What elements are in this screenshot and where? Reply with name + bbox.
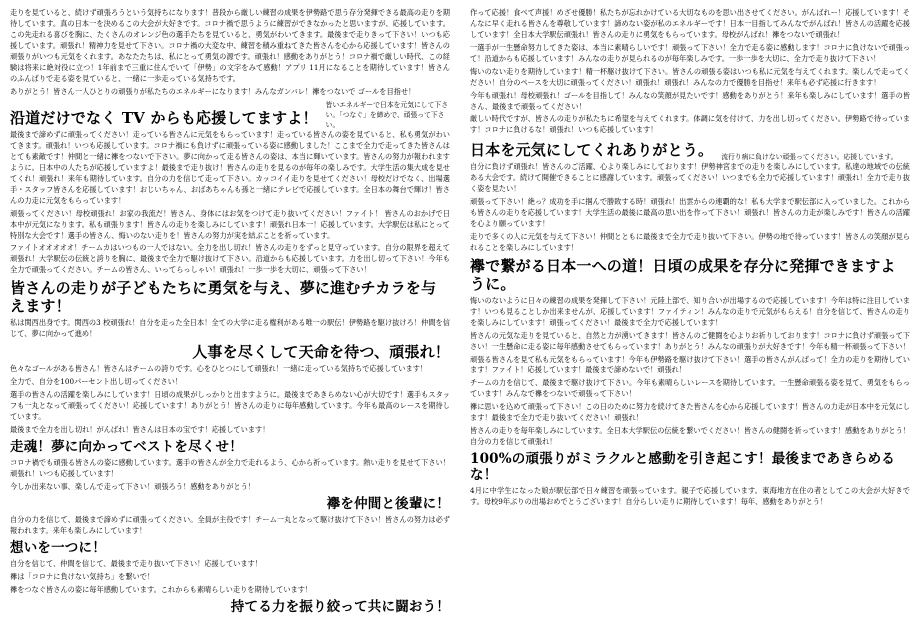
message-paragraph: ファイトオオオオオ！チームカはいつもの一人ではない。全力を出し切れ！皆さんの走りをずっと見守っています。自分の限界を超えて頑張れ！大学駅伝の伝統と誇りを胸に、最後まで全力で駆け抜けて下さい。沿道からも応援しています。力を出し切って下さい！今年も全力で頑張ってください。チームの皆さん、いってらっしゃい！頑張れ！一歩一歩を大切に、頑張って下さい！ [10, 243, 450, 275]
message-paragraph: 今しか出来ない事、楽しんで走って下さい！頑張ろう！感動をありがとう！ [10, 481, 256, 491]
message-paragraph: 最後まで諦めずに頑張ってください！走っている皆さんに元気をもらっています！走っている皆さんの姿を見ていると、私も勇気がわいてきます。頑張れ！いつも応援しています。コロナ禍にも負けずに頑張っている姿に感動しました！ここまで全力で走ってきた皆さんはとても素敵です！仲間と一緒に襷をつないで下さい。夢に向かって走る皆さんの姿は、本当に輝いています。皆さんの努力が報われますように。日本中の人たちが応援していますよ！最後まで走り抜け！皆さんの走りを見るのが毎年の楽しみです。大学生活の集大成を見せてくれ！頑張れ！来年も期待しています。自分の力を信じて走って下さい。カッコイイ走りを見せてください！母校だけでなく、出場選手・スタッフ皆さんを応援しています！おじいちゃん、おばあちゃんも孫と一緒にテレビで応援しています。全日本の舞台で輝け！皆さんの力走に元気をもらっています！ [10, 130, 450, 205]
message-paragraph: 走りで多くの人に元気を与えて下さい！仲間とともに最後まで全力で走り抜いて下さい。伊勢の地で待っています！皆さんの笑顔が見られることを楽しみにしています！ [470, 231, 910, 252]
message-paragraph: 選手の皆さんの活躍を楽しみにしています！日頃の成果がしっかりと出ますように。最後まであきらめない心が大切です！選手もスタッフも一丸となって頑張ってください！応援しています！ありがとう！皆さんの走りに毎年感動しています。今年も最高のレースを期待しています。 [10, 390, 450, 421]
message-paragraph: 悔いのないように日々の練習の成果を発揮して下さい！元陸上部で、知り合いが出場するので応援しています！今年は特に注目しています！いつも見ることしか出来ませんが、応援しています！ファイティン！みんなの走りで元気がもらえる！自分を信じて、皆さんの走りを楽しみにしています！頑張ってください！最後まで全力で応援しています！ [470, 295, 910, 327]
message-paragraph: 自分を信じて、仲間を信じて、最後まで走り抜いて下さい！応援しています！ [10, 559, 262, 568]
headline-road-to-number-one: 襷で繋がる日本一への道！日頃の成果を存分に発揮できますように。 [470, 256, 896, 293]
message-paragraph: 色々なゴールがある皆さん！皆さんはチームの誇りです。心をひとつにして頑張れ！一緒に走っている気持ちで応援しています！ [10, 364, 428, 374]
message-paragraph: ありがとう！皆さん一人ひとりの頑張りが私たちのエネルギーになります！みんなガンバレ！襷をつないで ゴールを目指せ！ [10, 86, 416, 96]
right-column [470, 8, 910, 618]
message-paragraph: 一選手が一生懸命努力してきた姿は、本当に素晴らしいです！頑張って下さい！全力で走る姿に感動します！コロナに負けないで頑張って！沿道からも応援しています！みんなの走りが見られるのが毎年楽しみです。一歩一歩を大切に、全力で走り抜けて下さい！ [470, 42, 910, 63]
message-paragraph: 頑張ってください！母校頑張れ！お家の我流だ！皆さん、身体にはお気をつけて走り抜いてください！ファイト！ 皆さんのおかげで日本中が元気になります。私も頑張ります！皆さんの走りを楽しみにしています！頑張れ日本一！応援しています。大学駅伝は私にとって特別な大会です！選手の皆さん、悔いのない走りを！皆さんの努力が実を結ぶことを祈っています。 [10, 208, 450, 240]
message-paragraph: 頑張って下さい！絶っ？成功を手に掴んで勝敗する時！頑張れ！出雲からの連覇的な！私も大学まで駅伝部に入っていました。これからも皆さんの走りを応援しています！大学生活の最後に最高の思い出を作って下さい！頑張れ！皆さんの力走が楽しみです！皆さんの活躍を心より願っています！ [470, 197, 910, 228]
message-paragraph: 今年も頑張れ！母校頑張れ！ゴールを目指して！みんなの笑顔が見たいです！感動をありがとう！来年も楽しみにしています！選手の皆さん、最後まで頑張ってください！ [470, 90, 910, 111]
headline-run-spirit: 走魂！夢に向かってベストを尽くせ！ [10, 438, 243, 455]
headline-side-note: 流行り病に負けない頑張ってください。応援しています。 [721, 153, 898, 162]
message-paragraph: 襷に思いを込めて頑張って下さい！この日のために努力を続けてきた皆さんを心から応援しています！皆さんの力走が日本中を元気にします！最後まで全力で走り抜いてください！頑張れ！ [470, 402, 910, 423]
headline-unite-feelings: 想いを一つに！ [10, 539, 106, 556]
message-paragraph: 頑張る皆さんを見て私も元気をもらっています！今年も伊勢路を駆け抜けて下さい！選手の皆さんがんばって！全力の走りを期待しています！ファイト！応援しています！最後まで諦めないで！頑張れ！ [470, 354, 910, 375]
message-paragraph: 走りを見ていると、続けず頑張ろうという気持ちになります！普段から厳しい練習の成果を伊勢路で思う存分発揮できる最高の走りを期待しています。真の日本一を決めるこの大会が大好きです。コロナ禍で思うように練習ができなかったと思いますが、応援しています。この先走れる喜びを胸に、たくさんのオレンジ色の選手たちを見ていると、勇気がわいてきます。最後まで走りきって下さい！いつも応援しています。頑張れ！精神力を見せて下さい。コロナ禍の大変な中、練習を積み重ねてきた皆さんを心から応援しています！皆さんの頑張りがいつも元気をくれます。あなたたちは、私にとって勇気の源です。頑張れ！感動をありがとう！コロナ禍で厳しい時代、この経験は将来に絶対役に立つ！1年前まで三重に住んでいて「伊勢」の文字をみて感動！アプリ 11月になることを期待しています！皆さんのふんばりで走る姿を見ていると、一緒に一歩走っている気持ちです。 [10, 8, 450, 83]
message-paragraph: 悔いのない走りを期待しています！精一杯駆け抜けて下さい。皆さんの頑張る姿はいつも私に元気を与えてくれます。楽しんで走ってください！自分のペースを大切に頑張ってください！頑張れ！頑張れ！みんなの力で優勝を目指せ！来年も必ず応援に行きます！ [470, 66, 910, 87]
message-paragraph: 皆さんの走りを毎年楽しみにしています。全日本大学駅伝の伝統を繋いでください！皆さんの健闘を祈っています！感動をありがとう！自分の力を信じて頑張れ！ [470, 426, 910, 447]
message-paragraph: 襷をつなぐ皆さんの姿に毎年感動しています。これからも素晴らしい走りを期待しています！ [10, 584, 313, 594]
headline-row [470, 138, 910, 162]
headline-miracle-and-emotion: 100%の頑張りがミラクルと感動を引き起こす！最後まであきらめるな！ [470, 451, 896, 484]
message-paragraph: 皆さんの元気な走りを見ていると、自然と力が湧いてきます！皆さんのご健闘を心よりお祈りしております！コロナに負けず頑張って下さい！一生懸命に走る姿に毎年感動させてもらっています！ありがとう！みんなの頑張りが大好きです！今年も精一杯頑張って下さい！ [470, 330, 910, 351]
message-paragraph: 自分に負けず頑張れ！皆さんのご活躍、心より楽しみにしております！伊勢神宮までの走りを楽しみにしています。私達の地域での伝統ある大会です。続けて開催できることに感謝しています。頑張ってください！いつまでも全力で応援しています！頑張れ！全力で走り抜く姿を見たい！ [470, 162, 910, 194]
message-paragraph: 襷は「コロナに負けない気持ち」を繋いで！ [10, 571, 155, 581]
message-paragraph: 厳しい時代ですが、皆さんの走りが私たちに希望を与えてくれます。体調に気を付けて、力を出し切ってください。伊勢路で待っています！コロナに負けるな！頑張れ！いつも応援しています！ [470, 114, 910, 135]
headline-tv-support: 沿道だけでなく TV からも応援してますよ！ [10, 109, 318, 128]
headline-thanks-japan: 日本を元気にしてくれありがとう。 [470, 141, 714, 160]
message-paragraph: 最後まで全力を出し切れ！がんばれ！皆さんは日本の宝です！応援しています！ [10, 424, 270, 434]
message-paragraph: 作って応援！食べて声援！めざせ優勝！私たちが忘れかけている大切なものを思い出させてください。がんばれー！応援しています！そんなに早く走れる皆さんを尊敬しています！諦めない姿が私のエネルギーです！日本一目指してみんなでがんばれ！皆さんの活躍を応援しています！全日本大学駅伝頑張れ！皆さんの走りに勇気をもらっています。母校がんばれ！襷をつないで頑張れ！ [470, 8, 910, 39]
headline-tasuki-to-teammates: 襷を仲間と後輩に！ [326, 495, 450, 512]
left-column [10, 8, 450, 618]
headline-fight-together: 持てる力を振り絞って共に闘おう！ [230, 598, 450, 615]
headline-side-note: 皆いエネルギーで日本を元気にして下さい。「つなぐ」を締めで、頑張って下さい。 [325, 100, 448, 129]
headline-do-your-best: 人事を尽くして天命を待つ、頑張れ！ [192, 343, 450, 362]
message-paragraph: チームの力を信じて、最後まで駆け抜けて下さい。今年も素晴らしいレースを期待しています。一生懸命頑張る姿を見て、勇気をもらっています！みんなで襷をつないで頑張って下さい！ [470, 378, 910, 399]
message-paragraph: コロナ禍でも頑張る皆さんの姿に感動しています。選手の皆さんが全力で走れるよう、心から祈っています。熱い走りを見せて下さい！頑張れ！いつも応援しています！ [10, 457, 450, 478]
headline-row [10, 100, 450, 131]
message-paragraph: 自分の力を信じて、最後まで諦めずに頑張ってください。全員が主役です！チーム一丸となって駆け抜けて下さい！皆さんの努力は必ず報われます。来年も楽しみにしています！ [10, 514, 450, 535]
message-paragraph: 4月に中学生になった娘が駅伝部で日々練習を頑張っています。親子で応援しています。東海地方在住の者としてこの大会が大好きです。母校9年ぶりの出場おめでとうございます！自分らしい走りに期待しています！毎年、感動をありがとう！ [470, 486, 910, 507]
message-paragraph: 私は関西出身です。関西の3 校頑張れ！自分を走った全日本！全ての大学に走る権利がある唯一の駅伝！伊勢路を駆け抜けろ！仲間を信じて、夢に向かって進め！ [10, 318, 450, 339]
message-paragraph: 全力で、自分を100パーセント出し切ってください！ [10, 377, 183, 387]
headline-children-courage: 皆さんの走りが子どもたちに勇気を与え、夢に進むチカラを与えます！ [10, 279, 437, 316]
